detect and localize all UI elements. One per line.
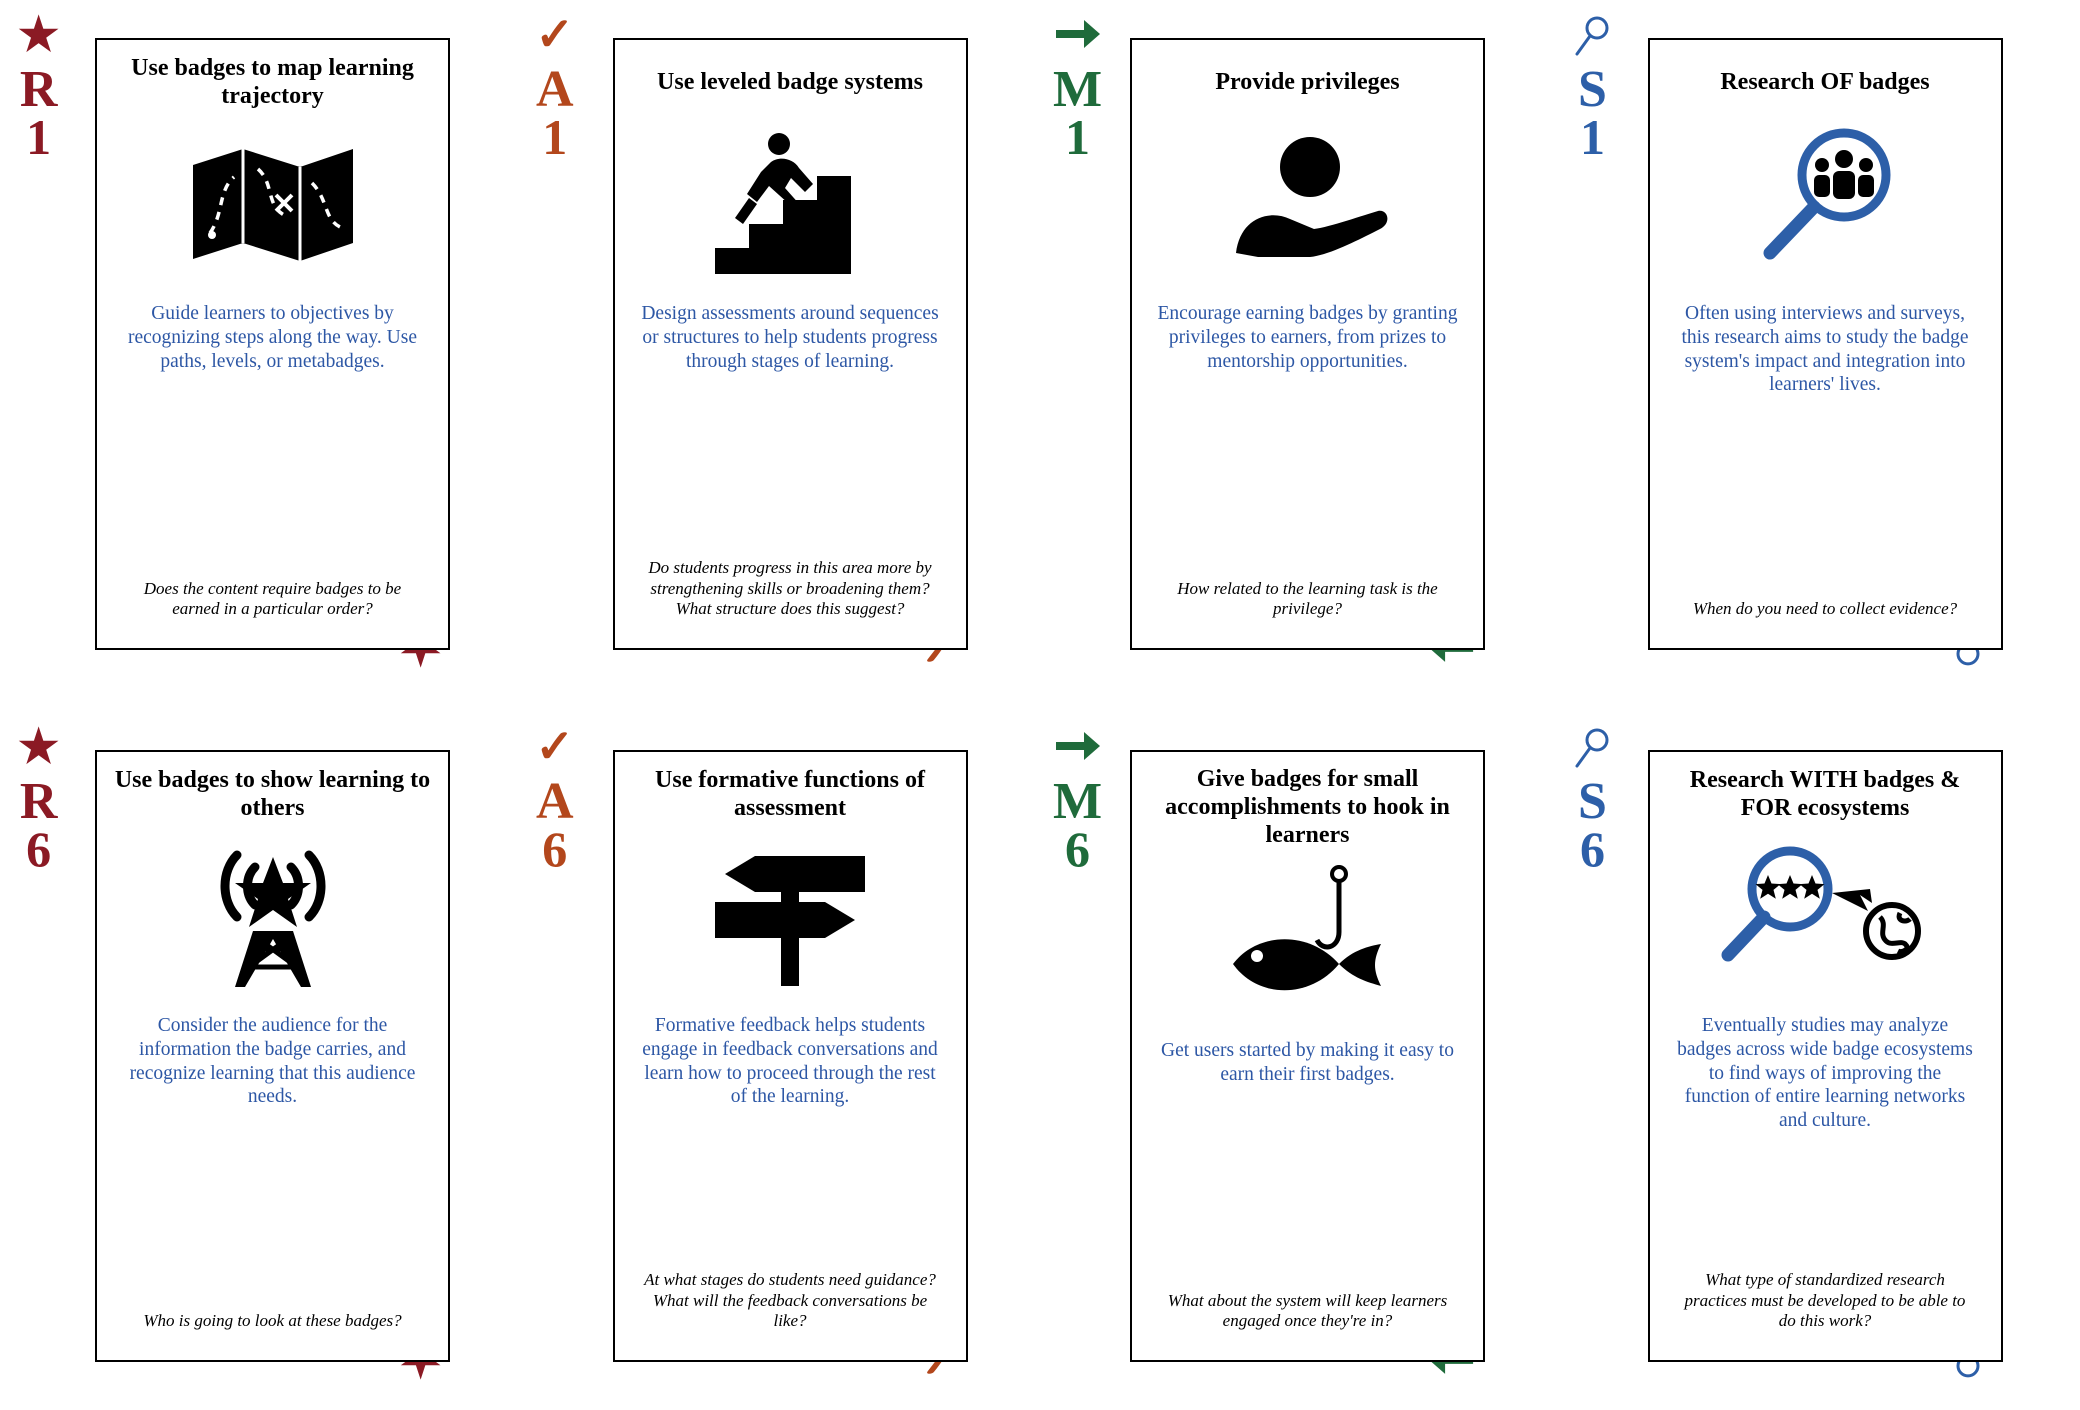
- person-climbing-stairs-icon: [705, 118, 875, 288]
- card-title: Use badges to show learning to others: [114, 767, 431, 821]
- corner-rank: 1: [542, 108, 568, 165]
- card-question: When do you need to collect evidence?: [1692, 599, 1958, 619]
- card-slot-r6: [10, 722, 528, 1382]
- card-title: Research OF badges: [1720, 69, 1930, 96]
- signpost-icon: [695, 830, 885, 1000]
- card-slot-m1: [1045, 10, 1563, 670]
- card-title: Give badges for small accomplishments to hook in learners: [1165, 766, 1450, 848]
- card-description: Formative feedback helps students engage in feedback conversations and learn how to proceed through the rest of the learning.: [642, 1015, 938, 1108]
- card-title: Use leveled badge systems: [657, 69, 923, 96]
- card-title: Use badges to map learning trajectory: [131, 55, 414, 109]
- corner-rank: 1: [26, 108, 52, 165]
- corner-rank: 1: [1580, 108, 1605, 165]
- card-description: Get users started by making it easy to earn their first badges.: [1161, 1040, 1454, 1086]
- magnifier-small-icon: [1571, 14, 1615, 66]
- card-slot-a1: [528, 10, 1046, 670]
- corner-rank: 6: [542, 820, 568, 877]
- corner-suit-letter: A: [535, 773, 574, 830]
- corner-suit-letter: R: [19, 61, 58, 118]
- card[interactable]: [613, 750, 968, 1362]
- corner-mark-top-left: [1571, 726, 1615, 877]
- card-question: At what stages do students need guidance? What will the feedback conversations be like?: [644, 1269, 936, 1331]
- card-description: Often using interviews and surveys, this research aims to study the badge system's impact and integration into learners' lives.: [1681, 303, 1969, 396]
- card[interactable]: [1130, 38, 1485, 650]
- card-question: What about the system will keep learners engaged once they're in?: [1167, 1290, 1448, 1331]
- card-title: Provide privileges: [1215, 69, 1400, 96]
- star-icon: ★: [18, 721, 60, 772]
- arrow-right-icon: [1054, 14, 1102, 66]
- card[interactable]: [1648, 38, 2003, 650]
- fish-hook-icon: [1213, 855, 1403, 1025]
- card-description: Eventually studies may analyze badges across wide badge ecosystems to find ways of improving the function of entire learning networks and culture.: [1677, 1015, 1973, 1132]
- card[interactable]: [95, 750, 450, 1362]
- corner-rank: 6: [26, 820, 52, 877]
- corner-mark-top-left: [535, 9, 575, 165]
- star-icon: ★: [18, 9, 60, 60]
- corner-suit-letter: S: [1578, 61, 1607, 118]
- checkmark-icon: ✓: [535, 9, 575, 60]
- arrow-right-icon: [1054, 726, 1102, 778]
- broadcast-tower-icon: [183, 830, 363, 1000]
- folded-map-icon: [188, 118, 358, 288]
- corner-mark-top-left: [18, 9, 60, 165]
- corner-mark-top-left: [535, 721, 575, 877]
- corner-suit-letter: M: [1053, 773, 1103, 830]
- card-slot-a6: [528, 722, 1046, 1382]
- card-description: Consider the audience for the information the badge carries, and recognize learning that this audience needs.: [129, 1015, 416, 1108]
- corner-suit-letter: S: [1578, 773, 1607, 830]
- corner-rank: 6: [1065, 820, 1091, 877]
- card-slot-m6: [1045, 722, 1563, 1382]
- card-slot-s1: [1563, 10, 2080, 670]
- card-description: Encourage earning badges by granting privileges to earners, from prizes to mentorship opportunities.: [1157, 303, 1458, 372]
- corner-mark-top-left: [1571, 14, 1615, 165]
- card-description: Guide learners to objectives by recognizing steps along the way. Use paths, levels, or metabadges.: [128, 303, 417, 372]
- card-slot-s6: [1563, 722, 2080, 1382]
- corner-mark-top-left: [18, 721, 60, 877]
- card-question: What type of standardized research practices must be developed to be able to do this work?: [1684, 1269, 1966, 1331]
- magnifier-stars-globe-icon: [1720, 830, 1930, 1000]
- card[interactable]: [1648, 750, 2003, 1362]
- checkmark-icon: ✓: [535, 721, 575, 772]
- card-title: Research WITH badges & FOR ecosystems: [1689, 767, 1961, 821]
- corner-rank: 6: [1580, 820, 1605, 877]
- card-row-top: [0, 10, 2080, 670]
- card[interactable]: [613, 38, 968, 650]
- corner-mark-top-left: [1053, 726, 1103, 877]
- card-question: How related to the learning task is the privilege?: [1177, 578, 1438, 619]
- card-title: Use formative functions of assessment: [655, 767, 925, 821]
- corner-suit-letter: M: [1053, 61, 1103, 118]
- corner-rank: 1: [1065, 108, 1091, 165]
- card-slot-r1: [10, 10, 528, 670]
- hand-offering-icon: [1218, 118, 1398, 288]
- card-question: Who is going to look at these badges?: [143, 1311, 402, 1331]
- corner-suit-letter: R: [19, 773, 58, 830]
- card[interactable]: [1130, 750, 1485, 1362]
- corner-suit-letter: A: [535, 61, 574, 118]
- card[interactable]: [95, 38, 450, 650]
- card-row-bottom: [0, 722, 2080, 1382]
- magnifier-small-icon: [1571, 726, 1615, 778]
- magnifier-people-icon: [1740, 118, 1910, 288]
- card-description: Design assessments around sequences or structures to help students progress through stages of learning.: [641, 303, 939, 372]
- card-question: Do students progress in this area more by strengthening skills or broadening them? What structure does this suggest?: [648, 557, 932, 619]
- card-question: Does the content require badges to be earned in a particular order?: [143, 578, 402, 619]
- corner-mark-top-left: [1053, 14, 1103, 165]
